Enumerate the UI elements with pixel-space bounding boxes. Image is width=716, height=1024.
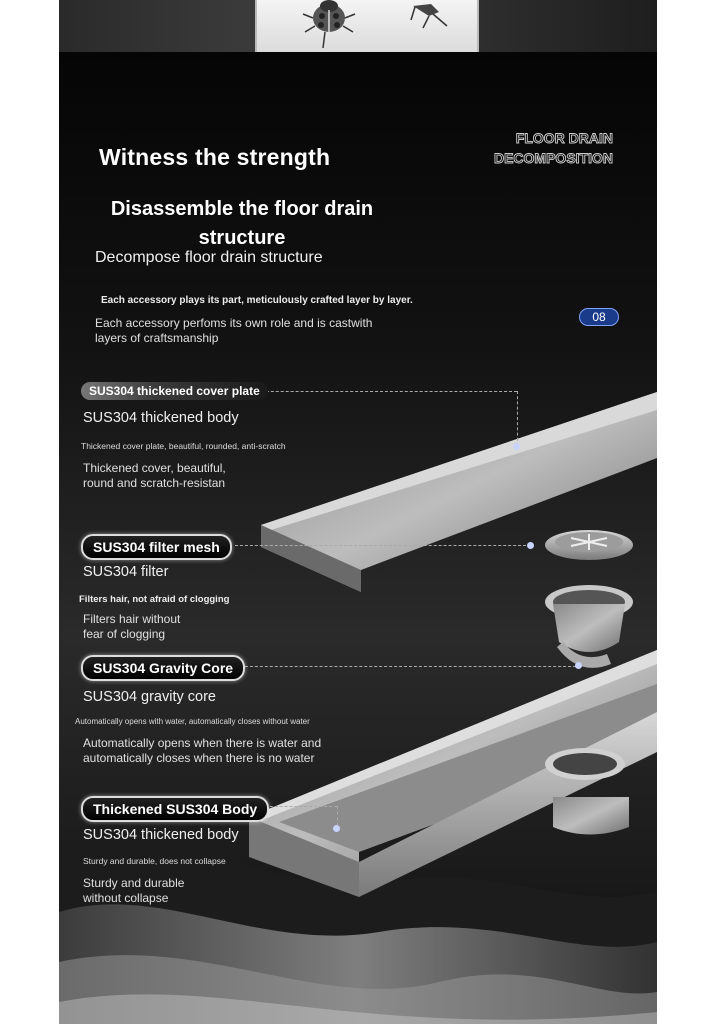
decomposition-panel <box>59 52 657 1024</box>
section-heading <box>89 195 395 253</box>
marker-dot-body <box>333 825 340 832</box>
part-title-filter-mesh: SUS304 filter <box>83 564 169 580</box>
section-heading-line1: Disassemble the floor drain <box>110 198 374 220</box>
part-desc-filter-mesh: Filters hair without fear of clogging <box>83 612 181 641</box>
part-tag-cover-plate: Thickened cover plate, beautiful, rounded, anti-scratch <box>81 441 286 451</box>
connector-core <box>235 666 581 667</box>
section-subheading: Decompose floor drain structure <box>95 249 323 266</box>
marker-dot-cover <box>513 443 520 450</box>
part-label-filter-mesh: SUS304 filter mesh <box>81 534 232 560</box>
corner-title-line2: DECOMPOSITION <box>493 150 613 166</box>
connector-cover-vertical <box>517 391 518 446</box>
insect-panel <box>255 0 479 52</box>
part-title-gravity-core: SUS304 gravity core <box>83 689 216 705</box>
part-desc-body: Sturdy and durable without collapse <box>83 876 185 905</box>
part-title-body: SUS304 thickened body <box>83 827 239 843</box>
corner-title <box>463 128 613 168</box>
marker-dot-filter <box>527 542 534 549</box>
intro-note-bold: Each accessory plays its part, meticulously crafted layer by layer. <box>101 295 413 306</box>
part-desc-gravity-core: Automatically opens when there is water and automatically closes when there is no water <box>83 736 322 765</box>
part-title-cover-plate: SUS304 thickened body <box>83 410 239 426</box>
ladybug-icon <box>257 0 477 52</box>
connector-cover <box>241 391 517 392</box>
part-tag-filter-mesh: Filters hair, not afraid of clogging <box>79 594 230 605</box>
part-desc-cover-plate: Thickened cover, beautiful, round and scratch-resistan <box>83 461 226 490</box>
connector-filter <box>235 545 531 546</box>
section-number-badge: 08 <box>579 308 619 326</box>
section-heading-line2: structure <box>198 227 286 249</box>
part-tag-gravity-core: Automatically opens with water, automatically closes without water <box>75 717 310 726</box>
corner-title-line1: FLOOR DRAIN <box>515 130 613 146</box>
intro-note-body: Each accessory perfoms its own role and is castwith layers of craftsmanship <box>95 316 373 345</box>
part-label-cover-plate: SUS304 thickened cover plate <box>81 382 268 400</box>
connector-body-vertical <box>337 806 338 826</box>
part-label-gravity-core: SUS304 Gravity Core <box>81 655 245 681</box>
marker-dot-core <box>575 662 582 669</box>
part-tag-body: Sturdy and durable, does not collapse <box>83 856 226 866</box>
part-label-body: Thickened SUS304 Body <box>81 796 269 822</box>
page-title: Witness the strength <box>99 144 331 170</box>
